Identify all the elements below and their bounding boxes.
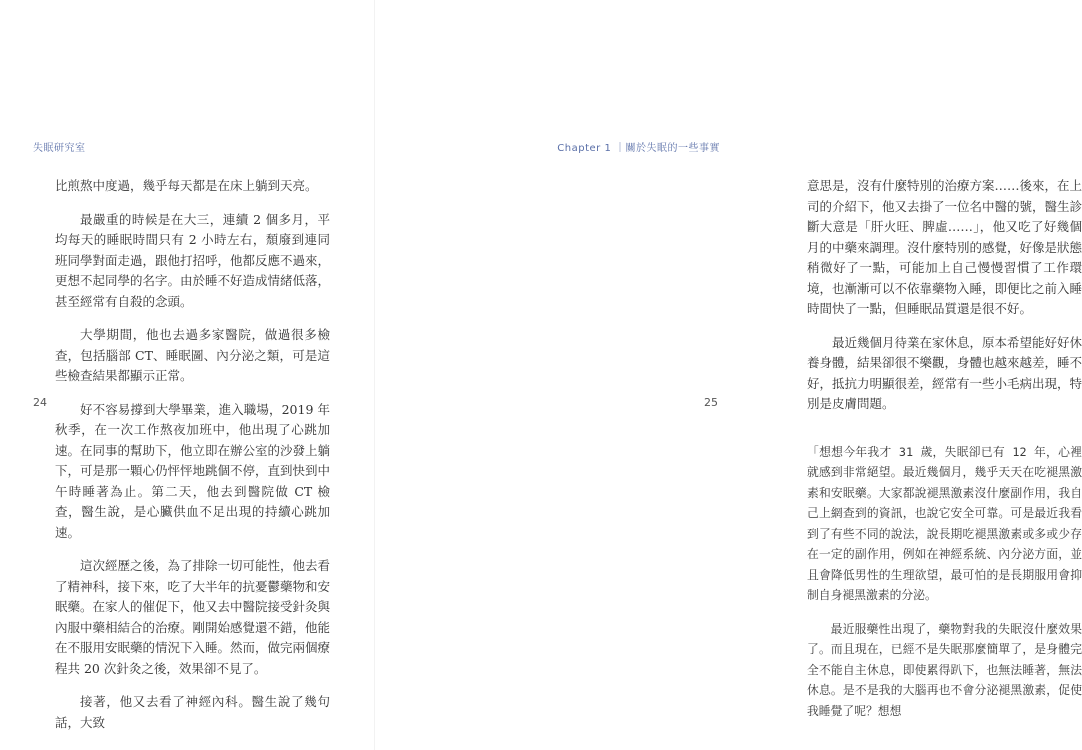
page-number-right: 25: [704, 396, 718, 409]
paragraph: 意思是，沒有什麼特別的治療方案……後來，在上司的介紹下，他又去掛了一位名中醫的號，醫生診斷大意是「肝火旺、脾虛……」，他又吃了好幾個月的中藥來調理。沒什麼特別的感覺，好像是狀態稍微好了一點，可能加上自己慢慢習慣了工作環境，也漸漸可以不依靠藥物入睡，即便比之前入睡時間快了一點，但睡眠品質還是很不好。: [807, 178, 1082, 316]
paragraph: 這次經歷之後，為了排除一切可能性，他去看了精神科，接下來，吃了大半年的抗憂鬱藥物和安眠藥。在家人的催促下，他又去中醫院接受針灸與內服中藥相結合的治療。剛開始感覺還不錯，他能在不服用安眠藥的情況下入睡。然而，做完兩個療程共 20 次針灸之後，效果卻不見了。: [55, 558, 331, 676]
quote-paragraph: 「想想今年我才 31 歲，失眠卻已有 12 年，心裡就感到非常絕望。最近幾個月，幾乎天天在吃褪黑激素和安眠藥。大家都說褪黑激素沒什麼副作用，我自己上網查到的資訊，也說它安全可靠。可是最近我看到了有些不同的說法，說長期吃褪黑激素或多或少存在一定的副作用，例如在神經系統、內分泌方面，並且會降低男性的生理欲望，最可怕的是長期服用會抑制自身褪黑激素的分泌。: [807, 444, 1082, 602]
paragraph: 大學期間，他也去過多家醫院，做過很多檢查，包括腦部 CT、睡眠圖、內分泌之類，可是這些檢查結果都顯示正常。: [55, 327, 330, 383]
quote-paragraph: 最近服藥性出現了，藥物對我的失眠沒什麼效果了。而且現在，已經不是失眠那麼簡單了，是身體完全不能自主休息，即使累得趴下，也無法睡著，無法休息。是不是我的大腦再也不會分泌褪黑激素，促使我睡覺了呢？想想: [807, 621, 1082, 718]
paragraph: 最嚴重的時候是在大三，連續 2 個多月，平均每天的睡眠時間只有 2 小時左右，頹廢到連同班同學對面走過，跟他打招呼，他都反應不過來，更想不起同學的名字。由於睡不好造成情緒低落，甚至經常有自殺的念頭。: [55, 211, 331, 309]
right-page: [375, 0, 1082, 750]
paragraph: 好不容易撐到大學畢業，進入職場，2019 年秋季，在一次工作熬夜加班中，他出現了心跳加速。在同事的幫助下，他立即在辦公室的沙發上躺下，可是那一顆心仍怦怦地跳個不停，直到快到中午時睡著為止。第二天，他去到醫院做 CT 檢查，醫生說，是心臟供血不足出現的持續心跳加速。: [55, 401, 331, 540]
page-number-left: 24: [33, 396, 47, 409]
running-head-right: Chapter 1 ｜關於失眠的一些事實: [557, 143, 720, 154]
left-page-body: [55, 176, 330, 746]
paragraph: 接著，他又去看了神經內科。醫生說了幾句話，大致: [55, 694, 330, 730]
paragraph: 最近幾個月待業在家休息，原本希望能好好休養身體，結果卻很不樂觀，身體也越來越差，睡不好，抵抗力明顯很差，經常有一些小毛病出現，特別是皮膚問題。: [807, 334, 1082, 411]
left-page: [0, 0, 375, 750]
running-head-left: 失眠研究室: [33, 143, 86, 154]
paragraph: 比煎熬中度過，幾乎每天都是在床上躺到天亮。: [55, 178, 318, 193]
right-page-body: [807, 176, 1082, 734]
quote-spacer: [807, 428, 1082, 442]
